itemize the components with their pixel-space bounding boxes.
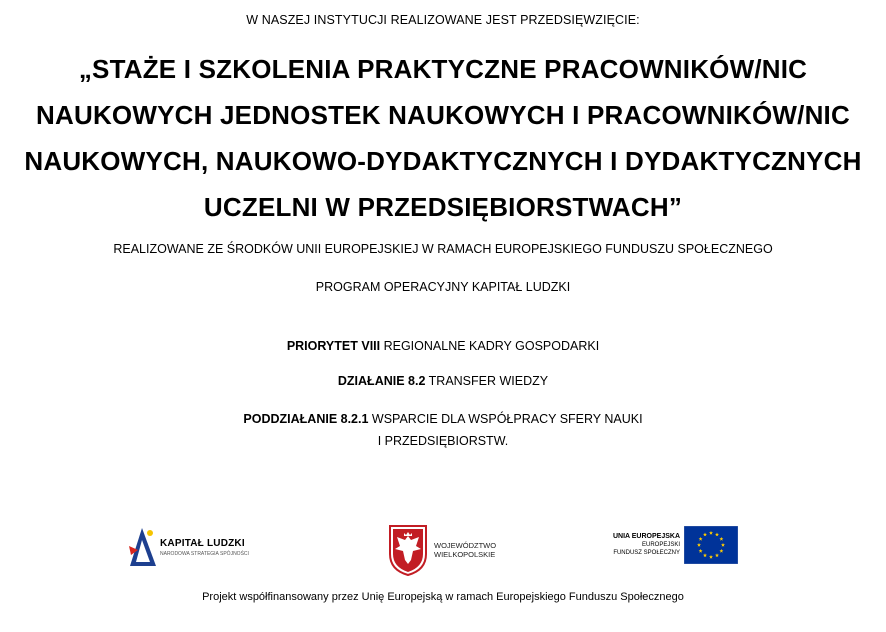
kl-yellow-star: [147, 530, 153, 536]
unia-europejska-logo: [600, 526, 740, 566]
footer-text: Projekt współfinansowany przez Unię Europejską w ramach Europejskiego Funduszu Społecznego: [202, 591, 684, 603]
subaction-text: WSPARCIE DLA WSPÓŁPRACY SFERY NAUKI: [368, 412, 643, 426]
funding-text: REALIZOWANE ZE ŚRODKÓW UNII EUROPEJSKIEJ W RAMACH EUROPEJSKIEGO FUNDUSZU SPOŁECZNEGO: [113, 242, 773, 256]
kapital-ludzki-emblem-icon: [128, 526, 158, 570]
priority-text: REGIONALNE KADRY GOSPODARKI: [380, 339, 600, 353]
project-title: [0, 46, 886, 230]
kapital-ludzki-subtitle: NARODOWA STRATEGIA SPÓJNOŚCI: [160, 551, 249, 557]
eu-flag-icon: [684, 526, 738, 564]
ue-line-2: EUROPEJSKI: [641, 542, 680, 548]
project-title-line-2: NAUKOWYCH JEDNOSTEK NAUKOWYCH I PRACOWNIKÓW/NIC: [36, 100, 850, 130]
wielkopolska-line-2: WIELKOPOLSKIE: [434, 550, 496, 559]
intro-text: W NASZEJ INSTYTUCJI REALIZOWANE JEST PRZEDSIĘWZIĘCIE:: [246, 13, 640, 27]
subaction-line-2: I PRZEDSIĘBIORSTW.: [377, 434, 509, 448]
ue-line-3: FUNDUSZ SPOŁECZNY: [613, 550, 680, 556]
unia-europejska-text: [613, 533, 680, 557]
action-line: [0, 374, 886, 388]
wielkopolska-line-1: WOJEWÓDZTWO: [434, 541, 497, 550]
action-text: TRANSFER WIEDZY: [425, 374, 549, 388]
subaction-line-1: [0, 408, 886, 430]
project-title-line-3: NAUKOWYCH, NAUKOWO-DYDAKTYCZNYCH I DYDAKTYCZNYCH: [24, 146, 862, 176]
wielkopolska-coat-of-arms-icon: [388, 524, 428, 576]
project-title-line-4: UCZELNI W PRZEDSIĘBIORSTWACH”: [203, 192, 683, 222]
wielkopolska-text: [434, 541, 496, 559]
kapital-ludzki-title: KAPITAŁ LUDZKI: [160, 538, 245, 549]
ue-line-1: UNIA EUROPEJSKA: [612, 533, 680, 540]
wielkopolska-logo: [388, 524, 508, 576]
action-label: DZIAŁANIE 8.2: [337, 374, 426, 388]
project-title-line-1: „STAŻE I SZKOLENIA PRAKTYCZNE PRACOWNIKÓW/NIC: [78, 54, 808, 84]
kapital-ludzki-logo: [128, 526, 268, 570]
priority-label: PRIORYTET VIII: [286, 339, 381, 353]
subaction-block: [0, 408, 886, 452]
subaction-label: PODDZIAŁANIE 8.2.1: [243, 412, 369, 426]
priority-line: [0, 339, 886, 353]
program-text: PROGRAM OPERACYJNY KAPITAŁ LUDZKI: [315, 280, 571, 294]
